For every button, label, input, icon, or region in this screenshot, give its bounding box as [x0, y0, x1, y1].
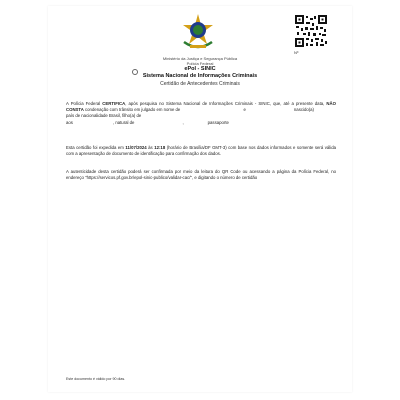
p1-text-f: e	[243, 107, 246, 113]
p1-text-e: condenação com trânsito em julgado em nome de	[83, 107, 181, 113]
p1-text-k: ,	[182, 119, 184, 125]
agency-name: Polícia Federal	[186, 61, 214, 66]
p2-text-a: Esta certidão foi expedida em	[66, 145, 126, 150]
p1-text-j: , natural de	[112, 119, 135, 125]
p1-text-a: A Polícia Federal	[66, 101, 103, 106]
issue-time: 12:18	[154, 145, 166, 150]
coat-of-arms-icon	[178, 12, 218, 52]
ministry-name: Ministério da Justiça e Segurança Pública	[162, 56, 238, 61]
p1-certifica: CERTIFICA	[102, 101, 126, 106]
p2-text-c: às	[146, 145, 155, 150]
issuance-paragraph	[66, 145, 336, 157]
p2-text-e: (horário de Brasília/DF GMT-3) com base nos dados informados e somente será válida com a apresentação de documento de identificação para confirmação dos dados.	[66, 145, 336, 157]
system-short-name: ePol - SINIC	[184, 66, 216, 72]
p1-text-g: nascido(a)	[293, 107, 314, 113]
certification-paragraph	[66, 101, 336, 126]
p1-text-h: país de nacionalidade Brasil, filho(a) de	[66, 113, 142, 119]
qr-code-icon	[294, 14, 328, 48]
authenticity-paragraph: A autenticidade desta certidão poderá ser confirmada por meio da leitura do QR Code ou acessando a página da Polícia Federal, no endereço "https://servicos.pf.gov.br/epol-sinic-publico/validar-cac/", e digitando o número de certidão	[66, 169, 336, 181]
certificate-title: Certidão de Antecedentes Criminais	[160, 81, 240, 87]
system-full-name: Sistema Nacional de Informações Criminais	[142, 73, 258, 79]
p1-text-c: , após pesquisa no Sistema Nacional de Informações Criminais - SINIC, que, até a presente data,	[125, 101, 327, 106]
validity-note: Este documento é válido por 90 dias.	[66, 377, 126, 381]
certificate-number-label: Nº	[294, 50, 299, 55]
issue-date: 11/07/2024	[125, 145, 147, 150]
p1-text-i: aos	[66, 119, 73, 125]
p1-nao-consta: NÃO CONSTA	[66, 101, 336, 113]
p1-text-l: passaporte	[207, 119, 229, 125]
